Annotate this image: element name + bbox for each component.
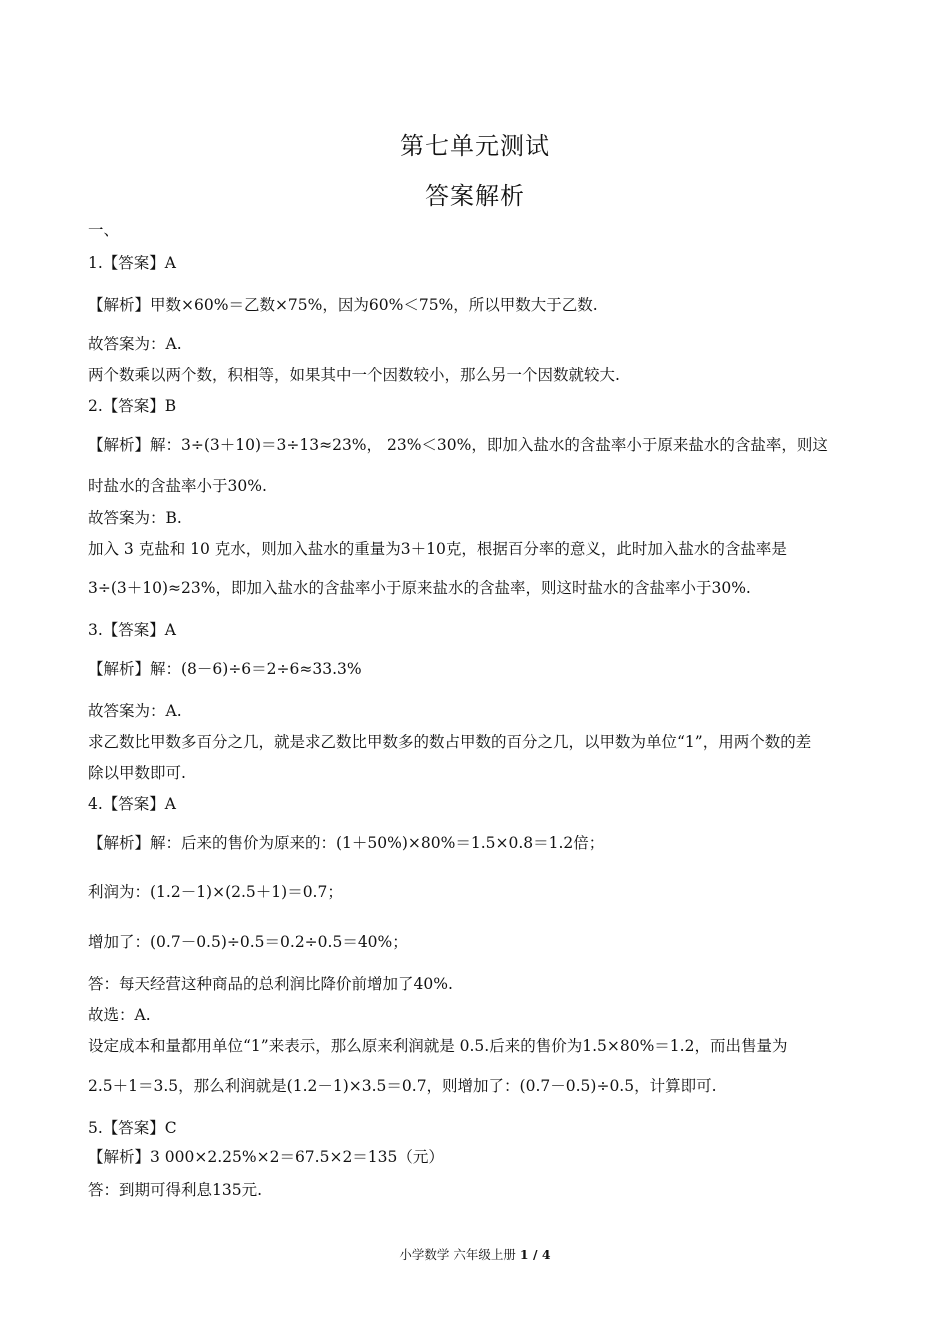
answer-2: 2.【答案】B	[88, 397, 177, 415]
answer-1: 1.【答案】A	[88, 254, 176, 272]
analysis-2-cont: 时盐水的含盐率小于30%.	[88, 477, 267, 495]
answer-3: 3.【答案】A	[88, 621, 176, 639]
conclusion-2: 故答案为：B.	[88, 509, 182, 527]
page-subtitle: 答案解析	[425, 182, 525, 210]
note-4-cont: 2.5＋1＝3.5，那么利润就是(1.2－1)×3.5＝0.7，则增加了：(0.7－0.5)÷0.5，计算即可.	[88, 1077, 717, 1095]
analysis-2: 【解析】解：3÷(3＋10)＝3÷13≈23%， 23%＜30%，即加入盐水的含盐率小于原来盐水的含盐率，则这	[88, 436, 828, 454]
analysis-4: 【解析】解：后来的售价为原来的：(1＋50%)×80%＝1.5×0.8＝1.2倍；	[88, 834, 605, 852]
page-footer	[0, 1245, 950, 1263]
analysis-3: 【解析】解：(8－6)÷6＝2÷6≈33.3%	[88, 660, 362, 678]
note-2: 加入 3 克盐和 10 克水，则加入盐水的重量为3＋10克，根据百分率的意义，此时加入盐水的含盐率是	[88, 540, 787, 558]
section-heading: 一、	[88, 221, 120, 239]
conclusion-1: 故答案为：A.	[88, 335, 182, 353]
conclusion-4: 故选：A.	[88, 1006, 151, 1024]
note-2-cont: 3÷(3＋10)≈23%，即加入盐水的含盐率小于原来盐水的含盐率，则这时盐水的含盐率小于30%.	[88, 579, 751, 597]
analysis-4-profit: 利润为：(1.2－1)×(2.5＋1)＝0.7；	[88, 883, 343, 901]
page-title: 第七单元测试	[400, 132, 550, 160]
reply-5: 答：到期可得利息135元.	[88, 1181, 263, 1199]
note-3-cont: 除以甲数即可.	[88, 764, 186, 782]
note-4: 设定成本和量都用单位“1”来表示，那么原来利润就是 0.5.后来的售价为1.5×80%＝1.2，而出售量为	[88, 1037, 788, 1055]
page-number: 1 / 4	[519, 1247, 551, 1262]
answer-4: 4.【答案】A	[88, 795, 176, 813]
analysis-5: 【解析】3 000×2.25%×2＝67.5×2＝135（元）	[88, 1148, 444, 1166]
reply-4: 答：每天经营这种商品的总利润比降价前增加了40%.	[88, 975, 453, 993]
analysis-1: 【解析】甲数×60%＝乙数×75%，因为60%＜75%，所以甲数大于乙数.	[88, 296, 598, 314]
conclusion-3: 故答案为：A.	[88, 702, 182, 720]
note-1: 两个数乘以两个数，积相等，如果其中一个因数较小，那么另一个因数就较大.	[88, 366, 620, 384]
note-3: 求乙数比甲数多百分之几，就是求乙数比甲数多的数占甲数的百分之几，以甲数为单位“1”，用两个数的差	[88, 733, 812, 751]
answer-5: 5.【答案】C	[88, 1119, 177, 1137]
footer-text: 小学数学 六年级上册	[399, 1247, 516, 1262]
analysis-4-increase: 增加了：(0.7－0.5)÷0.5＝0.2÷0.5＝40%；	[88, 933, 408, 951]
